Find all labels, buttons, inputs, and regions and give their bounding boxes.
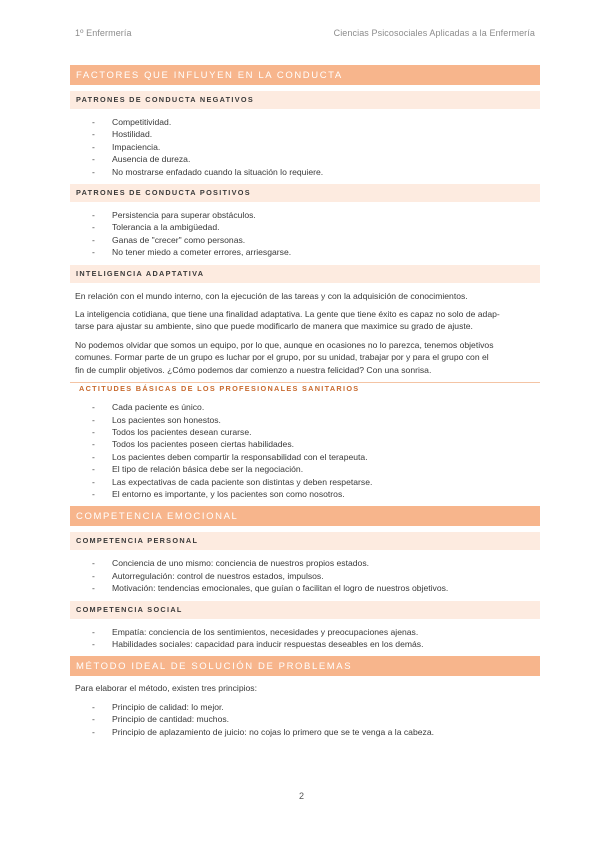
paragraph-line: No podemos olvidar que somos un equipo, por lo que, aunque en ocasiones no lo parezca, tenemos objetivos [75,339,494,350]
section-title-competencia: COMPETENCIA EMOCIONAL [70,506,540,526]
page-content [70,65,540,738]
list-item: - Cada paciente es único. [70,401,540,413]
paragraph-line: tarse para ajustar su ambiente, sino que puede modificarlo de manera que maximice su grado de ajuste. [75,321,473,332]
subsection-title-social: COMPETENCIA SOCIAL [70,601,540,619]
header-subject: Ciencias Psicosociales Aplicadas a la Enfermería [333,28,535,38]
list-personal [70,557,540,594]
list-item: - El entorno es importante, y los pacientes son como nosotros. [70,488,540,500]
list-item: - No tener miedo a cometer errores, arriesgarse. [70,246,540,258]
subsection-title-negativos: PATRONES DE CONDUCTA NEGATIVOS [70,91,540,109]
list-item: - Tolerancia a la ambigüedad. [70,221,540,233]
list-item: - Principio de calidad: lo mejor. [70,701,540,713]
paragraph-line: fin de cumplir objetivos. ¿Cómo podemos dar comienzo a nuestra felicidad? Con una sonrisa. [75,364,432,375]
subsection-title-adaptativa: INTELIGENCIA ADAPTATIVA [70,265,540,283]
section-title-factores: FACTORES QUE INFLUYEN EN LA CONDUCTA [70,65,540,85]
list-item: - Todos los pacientes desean curarse. [70,426,540,438]
list-item: - Habilidades sociales: capacidad para inducir respuestas deseables en los demás. [70,638,540,650]
paragraph-line: comunes. Formar parte de un grupo es luchar por el grupo, por su unidad, trabajar por y para el grupo con el [75,352,489,363]
list-item: - Principio de aplazamiento de juicio: no cojas lo primero que se te venga a la cabeza. [70,726,540,738]
list-item: - Los pacientes son honestos. [70,414,540,426]
section-title-metodo: MÉTODO IDEAL DE SOLUCIÓN DE PROBLEMAS [70,656,540,676]
list-item: - Las expectativas de cada paciente son distintas y deben respetarse. [70,476,540,488]
page-number: 2 [298,791,304,801]
list-item: - Los pacientes deben compartir la responsabilidad con el terapeuta. [70,451,540,463]
list-item: - Ganas de "crecer" como personas. [70,234,540,246]
list-item: - Competitividad. [70,116,540,128]
list-metodo [70,701,540,738]
list-item: - El tipo de relación básica debe ser la negociación. [70,463,540,475]
paragraph-line: La inteligencia cotidiana, que tiene una finalidad adaptativa. La gente que tiene éxito es capaz no solo de adap- [75,309,500,320]
list-item: - Hostilidad. [70,128,540,140]
paragraph: Para elaborar el método, existen tres principios: [75,683,257,694]
list-negativos [70,116,540,178]
list-item: - Autorregulación: control de nuestros estados, impulsos. [70,570,540,582]
list-item: - Principio de cantidad: muchos. [70,713,540,725]
paragraph: En relación con el mundo interno, con la ejecución de las tareas y con la adquisición de conocimientos. [75,290,468,301]
subsection-title-personal: COMPETENCIA PERSONAL [70,532,540,550]
list-item: - No mostrarse enfadado cuando la situación lo requiere. [70,166,540,178]
list-item: - Persistencia para superar obstáculos. [70,209,540,221]
list-item: - Todos los pacientes poseen ciertas habilidades. [70,438,540,450]
list-actitudes [70,401,540,500]
list-item: - Empatía: conciencia de los sentimientos, necesidades y preocupaciones ajenas. [70,626,540,638]
list-item: - Motivación: tendencias emocionales, que guían o facilitan el logro de nuestros objetivos. [70,582,540,594]
header-course: 1º Enfermería [75,28,132,38]
list-item: - Conciencia de uno mismo: conciencia de nuestros propios estados. [70,557,540,569]
subsection-title-actitudes: ACTITUDES BÁSICAS DE LOS PROFESIONALES SANITARIOS [70,382,540,395]
subsection-title-positivos: PATRONES DE CONDUCTA POSITIVOS [70,184,540,202]
list-positivos [70,209,540,259]
list-item: - Impaciencia. [70,141,540,153]
list-social [70,626,540,651]
list-item: - Ausencia de dureza. [70,153,540,165]
